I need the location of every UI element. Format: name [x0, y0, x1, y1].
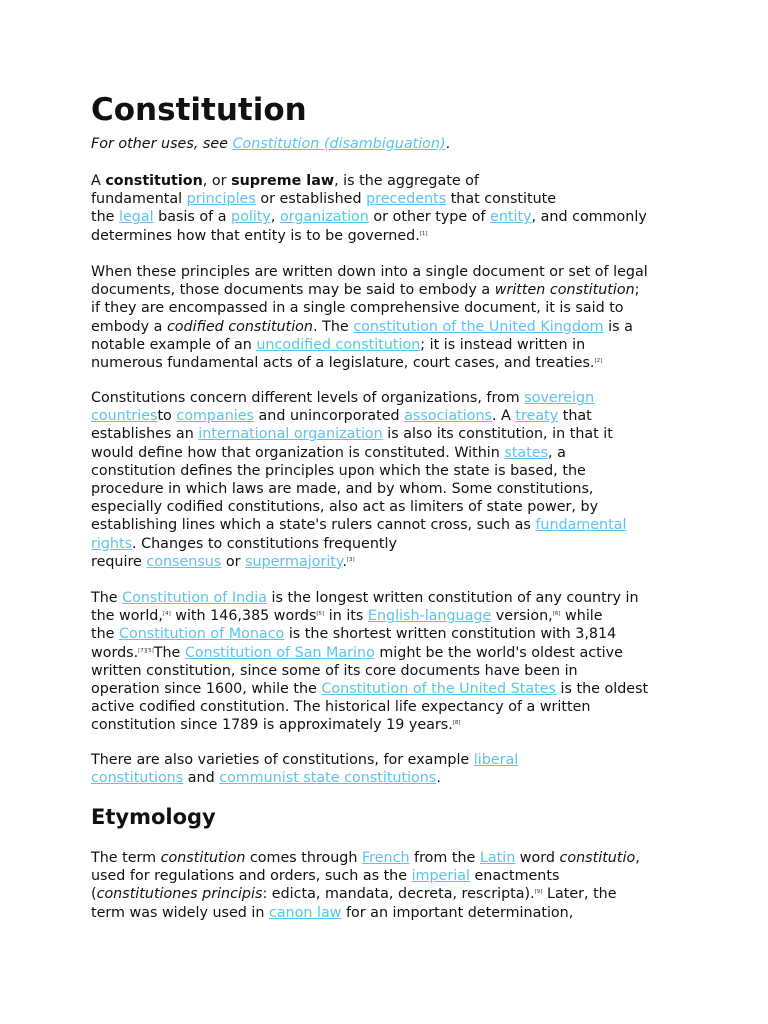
link-constitution-san-marino[interactable]: Constitution of San Marino — [184, 644, 375, 661]
link-fundamental-rights-2[interactable]: rights — [91, 535, 133, 552]
paragraph-written: When these principles are written down into a single document or set of legal documents, those documents may be said to embody a written constitution; if they are encompassed in a single comprehensive document, it is said to embody a codified constitution. The constitution of the United Kingdom is a notable example of an uncodified constitution; it is instead written in numerous fundamental acts of a legislature, court cases, and treaties.[2] — [91, 264, 648, 371]
link-consensus[interactable]: consensus — [146, 553, 222, 570]
link-precedents[interactable]: precedents — [366, 191, 447, 208]
citation-6[interactable]: [6] — [552, 611, 561, 618]
link-polity[interactable]: polity — [231, 209, 271, 226]
page-title: Constitution — [91, 92, 307, 128]
link-constitution-india[interactable]: Constitution of India — [122, 590, 267, 606]
link-canon-law[interactable]: canon law — [268, 904, 342, 921]
paragraph-levels: Constitutions concern different levels of organizations, from sovereign countriesto companies and unincorporated associations. A treaty that establishes an international organization is also its constitution, in that it would define how that organization is constituted. Within states, a constitution defines the principles upon which the state is based, the procedure in which laws are made, and by whom. Some constitutions, especially codified constitutions, also act as limiters of state power, by establishing lines which a state's rulers cannot cross, such as fundamental rights. Changes to constitutions frequently require consensus or supermajority.[3] — [91, 390, 627, 570]
citation-3[interactable]: [3] — [346, 556, 355, 563]
link-constitution-monaco[interactable]: Constitution of Monaco — [119, 626, 285, 643]
paragraph-intro: A constitution, or supreme law, is the aggregate of fundamental principles or established precedents that constitute the legal basis of a polity, organization or other type of entity, and commonly determines how that entity is to be governed.[1] — [91, 173, 647, 244]
citation-9[interactable]: [9] — [534, 889, 543, 896]
link-english-language[interactable]: English-language — [367, 608, 492, 625]
link-imperial[interactable]: imperial — [411, 868, 470, 885]
hatnote: For other uses, see Constitution (disambiguation). — [91, 136, 451, 152]
link-entity[interactable]: entity — [490, 209, 532, 226]
citation-5[interactable]: [5] — [316, 611, 325, 618]
link-fundamental-rights-1[interactable]: fundamental — [535, 517, 627, 534]
link-sovereign-countries-2[interactable]: countries — [91, 408, 158, 425]
link-principles[interactable]: principles — [186, 191, 256, 208]
citation-2[interactable]: [2] — [594, 357, 603, 364]
link-sovereign-countries-1[interactable]: sovereign — [524, 390, 595, 406]
link-uncodified-constitution[interactable]: uncodified constitution — [256, 336, 421, 353]
citation-8[interactable]: [8] — [452, 720, 461, 727]
link-international-organization[interactable]: international organization — [198, 426, 383, 443]
link-legal[interactable]: legal — [119, 209, 154, 226]
link-companies[interactable]: companies — [176, 408, 254, 425]
citation-4[interactable]: [4] — [162, 611, 171, 618]
paragraph-longest: The Constitution of India is the longest written constitution of any country in the world,[4] with 146,385 words[5] in its English-language version,[6] while the Constitution of Monaco is the shortest written constitution with 3,814 words.[7][5]The Constitution of San Marino might be the world's oldest active written constitution, since some of its core documents have been in operation since 1600, while the Constitution of the United States is the oldest active codified constitution. The historical life expectancy of a written constitution since 1789 is approximately 19 years.[8] — [91, 590, 649, 734]
link-associations[interactable]: associations — [404, 408, 492, 425]
link-states[interactable]: states — [504, 444, 549, 461]
link-treaty[interactable]: treaty — [515, 408, 559, 425]
paragraph-etymology: The term constitution comes through French from the Latin word constitutio, used for regulations and orders, such as the imperial enactments (constitutiones principis: edicta, mandata, decreta, rescripta).[9] Later, the term was widely used in canon law for an important determination, — [91, 850, 640, 921]
link-supermajority[interactable]: supermajority — [245, 553, 343, 570]
link-communist-state-constitutions[interactable]: communist state constitutions — [219, 770, 437, 787]
link-constitution-uk[interactable]: constitution of the United Kingdom — [353, 318, 604, 335]
citation-7[interactable]: [7][5] — [138, 647, 154, 654]
section-heading-etymology: Etymology — [91, 805, 216, 829]
link-liberal-constitutions-1[interactable]: liberal — [473, 752, 519, 768]
citation-1[interactable]: [1] — [419, 230, 428, 237]
link-liberal-constitutions-2[interactable]: constitutions — [91, 770, 184, 787]
link-organization[interactable]: organization — [279, 209, 369, 226]
link-french[interactable]: French — [361, 850, 410, 866]
link-latin[interactable]: Latin — [479, 850, 516, 866]
link-constitution-united-states[interactable]: Constitution of the United States — [321, 680, 556, 697]
link-constitution-disambiguation[interactable]: Constitution (disambiguation) — [232, 136, 446, 152]
paragraph-varieties: There are also varieties of constitutions, for example liberal constitutions and communist state constitutions. — [91, 752, 519, 787]
